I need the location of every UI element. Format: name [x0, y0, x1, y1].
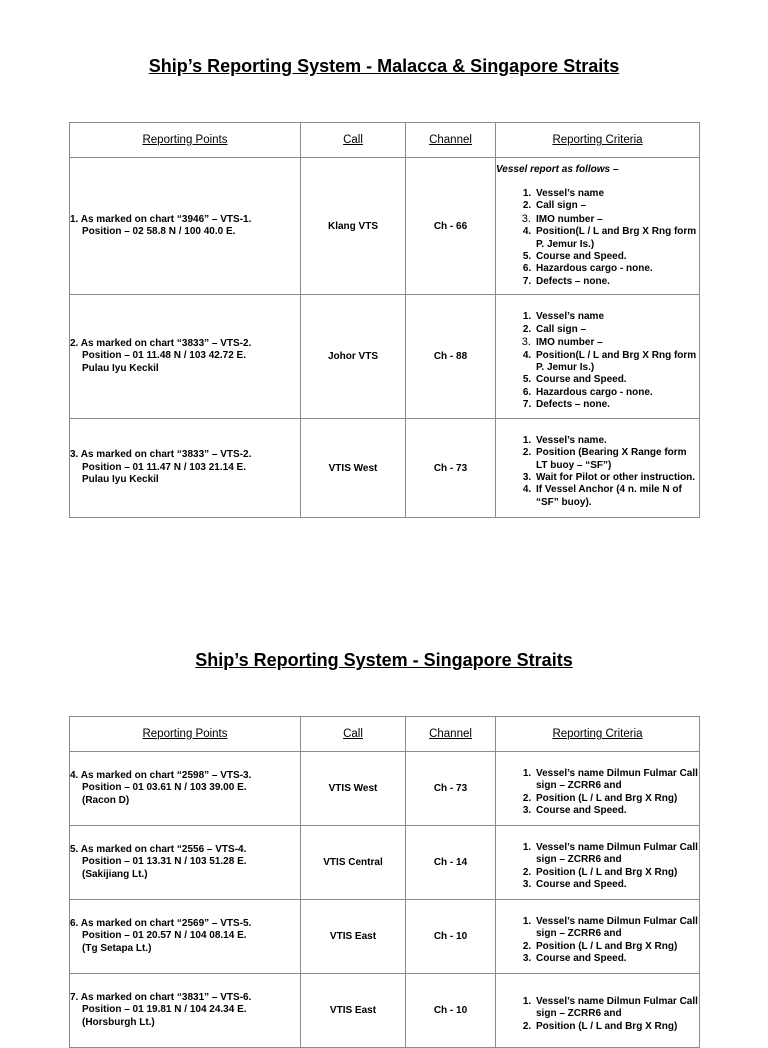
- list-item: 1. Vessel’s name Dilmun Fulmar Call sign – ZCRR6 and: [534, 916, 699, 941]
- table-row: [70, 158, 700, 295]
- table-header-row: [70, 123, 700, 158]
- list-item: 4. Position(L / L and Brg X Rng form P. Jemur Is.): [534, 350, 699, 375]
- header-reporting-points: Reporting Points: [70, 717, 301, 752]
- section2-title: Ship’s Reporting System - Singapore Straits: [195, 650, 573, 670]
- list-item: 7. Defects – none.: [534, 276, 699, 288]
- table-row: [70, 826, 700, 900]
- criteria-text: IMO number –: [536, 337, 603, 349]
- point-landmark: (Sakijiang Lt.): [82, 868, 148, 880]
- reporting-point: [70, 295, 301, 419]
- list-item: 3. Course and Speed.: [534, 953, 699, 965]
- reporting-point: [70, 974, 301, 1048]
- list-item: 6. Hazardous cargo - none.: [534, 263, 699, 275]
- table-row: [70, 419, 700, 518]
- criteria-list: [496, 435, 699, 509]
- point-line: 7. As marked on chart “3831” – VTS-6.: [70, 991, 252, 1003]
- call-station: VTIS East: [301, 974, 406, 1048]
- list-item: 5. Course and Speed.: [534, 251, 699, 263]
- table-header-row: [70, 717, 700, 752]
- list-item: 3. Course and Speed.: [534, 879, 699, 891]
- header-reporting-points: Reporting Points: [70, 123, 301, 158]
- call-station: VTIS West: [301, 419, 406, 518]
- point-position: Position – 01 03.61 N / 103 39.00 E.: [82, 782, 247, 794]
- header-reporting-criteria: Reporting Criteria: [496, 123, 700, 158]
- reporting-criteria: [496, 900, 700, 974]
- list-item: 1. Vessel’s name Dilmun Fulmar Call sign – ZCRR6 and: [534, 768, 699, 793]
- call-station: Klang VTS: [301, 158, 406, 295]
- list-item: 5. Course and Speed.: [534, 374, 699, 386]
- channel: Ch - 10: [406, 900, 496, 974]
- list-item: 1. Vessel’s name Dilmun Fulmar Call sign – ZCRR6 and: [534, 842, 699, 867]
- header-call: Call: [301, 123, 406, 158]
- criteria-list: [496, 842, 699, 892]
- point-line: 3. As marked on chart “3833” – VTS-2.: [70, 449, 252, 461]
- point-position: Position – 01 13.31 N / 103 51.28 E.: [82, 856, 247, 868]
- channel: Ch - 73: [406, 419, 496, 518]
- list-item: 1. Vessel’s name Dilmun Fulmar Call sign – ZCRR6 and: [534, 996, 699, 1021]
- reporting-point: [70, 419, 301, 518]
- channel: Ch - 14: [406, 826, 496, 900]
- reporting-table-singapore: [69, 716, 700, 1048]
- point-landmark: (Tg Setapa Lt.): [82, 942, 152, 954]
- table-row: [70, 295, 700, 419]
- list-item: 1. Vessel’s name: [534, 311, 699, 323]
- point-position: Position – 02 58.8 N / 100 40.0 E.: [82, 226, 236, 237]
- criteria-list: [496, 768, 699, 818]
- list-item: 2. Position (L / L and Brg X Rng): [534, 941, 699, 953]
- criteria-list: [496, 188, 699, 288]
- channel: Ch - 66: [406, 158, 496, 295]
- channel: Ch - 10: [406, 974, 496, 1048]
- point-landmark: Pulau Iyu Keckil: [82, 474, 159, 486]
- table-row: [70, 974, 700, 1048]
- call-station: VTIS Central: [301, 826, 406, 900]
- list-item: 2. Position (L / L and Brg X Rng): [534, 1021, 699, 1033]
- criteria-list: [496, 996, 699, 1033]
- channel: Ch - 73: [406, 752, 496, 826]
- point-line: 5. As marked on chart “2556 – VTS-4.: [70, 843, 247, 855]
- list-item: 2. Position (L / L and Brg X Rng): [534, 867, 699, 879]
- reporting-criteria: [496, 826, 700, 900]
- reporting-criteria: [496, 974, 700, 1048]
- list-item: 4. If Vessel Anchor (4 n. mile N of “SF” buoy).: [534, 484, 699, 509]
- reporting-point: [70, 752, 301, 826]
- reporting-criteria: [496, 419, 700, 518]
- point-line: 6. As marked on chart “2569” – VTS-5.: [70, 917, 252, 929]
- call-station: VTIS East: [301, 900, 406, 974]
- header-channel: Channel: [406, 717, 496, 752]
- table-row: [70, 752, 700, 826]
- reporting-point: [70, 900, 301, 974]
- point-line: 2. As marked on chart “3833” – VTS-2.: [70, 337, 252, 349]
- reporting-criteria: [496, 295, 700, 419]
- header-channel: Channel: [406, 123, 496, 158]
- list-item: 2. Position (L / L and Brg X Rng): [534, 793, 699, 805]
- point-position: Position – 01 19.81 N / 104 24.34 E.: [82, 1004, 247, 1016]
- section1-title: Ship’s Reporting System - Malacca & Singapore Straits: [148, 56, 620, 76]
- reporting-criteria: [496, 752, 700, 826]
- list-item: [534, 213, 699, 226]
- point-position: Position – 01 20.57 N / 104 08.14 E.: [82, 930, 247, 942]
- list-item: 1. Vessel’s name: [534, 188, 699, 200]
- channel: Ch - 88: [406, 295, 496, 419]
- list-item: 1. Vessel’s name.: [534, 435, 699, 447]
- criteria-text: IMO number –: [536, 213, 603, 225]
- criteria-intro: Vessel report as follows –: [496, 163, 619, 175]
- list-item: [534, 336, 699, 349]
- point-landmark: Pulau Iyu Keckil: [82, 362, 159, 374]
- list-item: 7. Defects – none.: [534, 399, 699, 411]
- reporting-point: [70, 158, 301, 295]
- reporting-table-malacca: [69, 122, 700, 518]
- call-station: VTIS West: [301, 752, 406, 826]
- list-item: 4. Position(L / L and Brg X Rng form P. Jemur Is.): [534, 226, 699, 251]
- point-landmark: (Horsburgh Lt.): [82, 1016, 155, 1028]
- list-item: 3. Wait for Pilot or other instruction.: [534, 472, 699, 484]
- point-position: Position – 01 11.48 N / 103 42.72 E.: [82, 350, 246, 362]
- list-item: 6. Hazardous cargo - none.: [534, 387, 699, 399]
- point-landmark: (Racon D): [82, 794, 130, 806]
- list-item: 2. Call sign –: [534, 200, 699, 212]
- point-position: Position – 01 11.47 N / 103 21.14 E.: [82, 461, 246, 473]
- point-line: 4. As marked on chart “2598” – VTS-3.: [70, 769, 252, 781]
- list-item: 3. Course and Speed.: [534, 805, 699, 817]
- criteria-list: [496, 311, 699, 411]
- table-row: [70, 900, 700, 974]
- list-item: 2. Call sign –: [534, 324, 699, 336]
- header-call: Call: [301, 717, 406, 752]
- list-item: 2. Position (Bearing X Range form LT buoy – “SF”): [534, 447, 699, 472]
- point-line: 1. As marked on chart “3946” – VTS-1.: [70, 213, 252, 225]
- call-station: Johor VTS: [301, 295, 406, 419]
- reporting-point: [70, 826, 301, 900]
- header-reporting-criteria: Reporting Criteria: [496, 717, 700, 752]
- reporting-criteria: [496, 158, 700, 295]
- criteria-list: [496, 916, 699, 966]
